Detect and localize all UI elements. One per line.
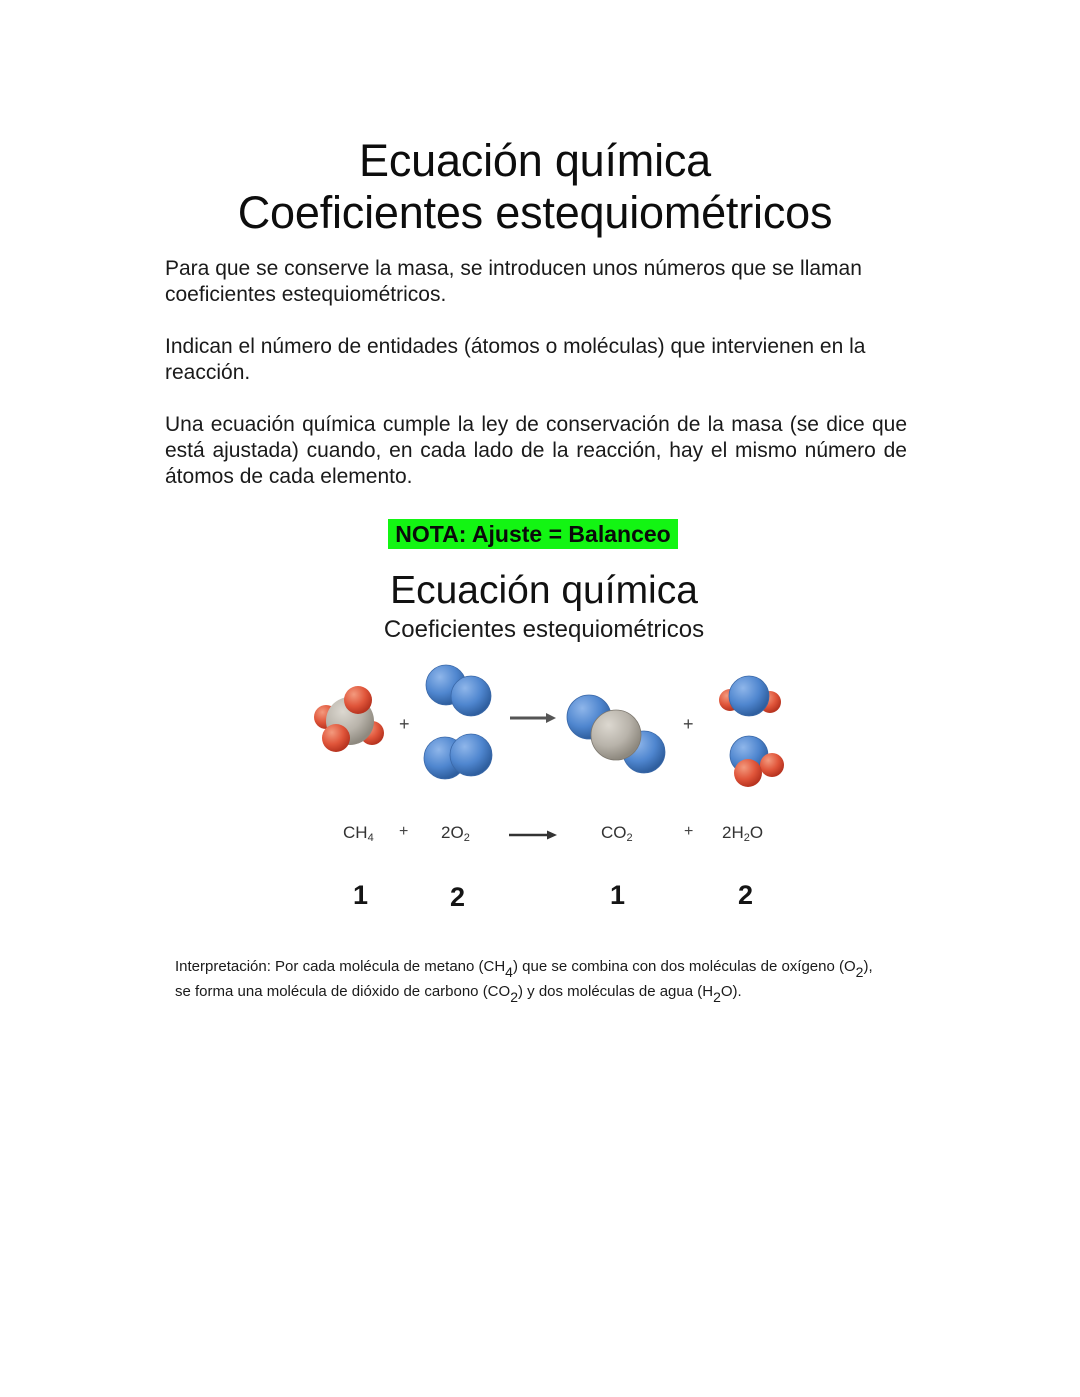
interpretation-line2: se forma una molécula de dióxido de carbono $(CO_2)$ y dos moléculas de agua $(H_2O)$.	[175, 983, 742, 1005]
paragraph-entities: Indican el número de entidades (átomos o moléculas) que intervienen en la reacción.	[165, 335, 866, 384]
formula-water: $2H_2O$	[722, 823, 764, 844]
formula-methane: $CH_4$	[343, 823, 374, 844]
equation-plus: +	[684, 823, 694, 840]
oxygen-molecule-icon	[425, 664, 495, 719]
methane-molecule-icon	[312, 683, 392, 763]
plus-sign: +	[683, 714, 694, 734]
water-molecule-icon	[728, 735, 790, 790]
page-title-line2: Coeficientes estequiométricos	[237, 187, 833, 238]
interpretation-line1: Interpretación: Por cada molécula de metano $(CH_4)$ que se combina con dos moléculas de oxígeno $(O_2)$,	[175, 958, 873, 980]
note-highlight: NOTA: Ajuste = Balanceo	[388, 519, 678, 549]
coefficient-water: 2	[738, 880, 754, 910]
coefficient-methane: 1	[353, 880, 369, 910]
coefficient-oxygen: 2	[450, 882, 466, 912]
equation-arrow-icon	[509, 829, 557, 841]
coefficient-carbon-dioxide: 1	[610, 880, 626, 910]
paragraph-coefficients-intro: Para que se conserve la masa, se introducen unos números que se llaman coeficientes estequiométricos.	[165, 257, 862, 306]
paragraph-conservation: Una ecuación química cumple la ley de conservación de la masa (se dice que está ajustada) cuando, en cada lado de la reacción, hay el mismo número de átomos de cada elemento.	[165, 413, 907, 488]
formula-carbon-dioxide: $CO_2$	[601, 823, 633, 844]
oxygen-molecule-icon	[423, 731, 495, 783]
reaction-arrow-icon	[510, 711, 556, 725]
figure-title: Ecuación química	[390, 569, 698, 612]
plus-sign: +	[399, 714, 410, 734]
figure-subtitle: Coeficientes estequiométricos	[383, 616, 705, 643]
formula-oxygen: $2O_2$	[441, 823, 470, 844]
equation-plus: +	[399, 823, 409, 840]
water-molecule-icon	[718, 674, 786, 724]
carbon-dioxide-molecule-icon	[564, 694, 670, 774]
page-title-line1: Ecuación química	[359, 135, 711, 186]
